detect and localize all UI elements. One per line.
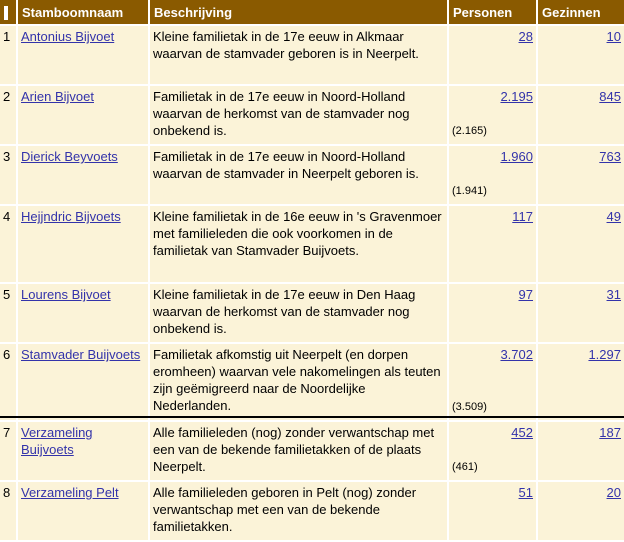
table-header-row <box>0 0 624 24</box>
families-cell <box>538 146 624 204</box>
tree-name-cell <box>18 26 148 84</box>
persons-count-link[interactable]: 452 <box>511 425 533 440</box>
families-count-link[interactable]: 1.297 <box>588 347 621 362</box>
families-count-link[interactable]: 187 <box>599 425 621 440</box>
families-count-link[interactable]: 10 <box>606 29 621 44</box>
persons-count-link[interactable]: 2.195 <box>500 89 533 104</box>
tree-name-cell <box>18 86 148 144</box>
row-index: 8 <box>0 482 16 540</box>
table-row <box>0 422 624 480</box>
persons-subcount: (2.165) <box>452 125 487 137</box>
row-index: 6 <box>0 344 16 420</box>
persons-cell <box>449 344 536 420</box>
persons-cell <box>449 284 536 342</box>
table-row <box>0 86 624 144</box>
families-cell <box>538 26 624 84</box>
persons-count-link[interactable]: 1.960 <box>500 149 533 164</box>
tree-name-cell <box>18 206 148 282</box>
persons-cell <box>449 86 536 144</box>
table-divider <box>0 416 624 418</box>
tree-name-cell <box>18 482 148 540</box>
table-row <box>0 344 624 420</box>
row-index: 4 <box>0 206 16 282</box>
tree-name-cell <box>18 146 148 204</box>
tree-name-link[interactable]: Stamvader Buijvoets <box>21 347 141 362</box>
tree-name-link[interactable]: Verzameling Buijvoets <box>21 425 93 457</box>
families-cell <box>538 482 624 540</box>
tree-name-link[interactable]: Arien Bijvoet <box>21 89 94 104</box>
tree-description: Alle familieleden (nog) zonder verwantschap met een van de bekende familietakken of de plaats Neerpelt. <box>150 422 447 480</box>
families-count-link[interactable]: 31 <box>606 287 621 302</box>
row-index: 7 <box>0 422 16 480</box>
header-corner <box>0 0 16 24</box>
tree-description: Familietak afkomstig uit Neerpelt (en dorpen eromheen) waarvan vele nakomelingen als teuten zijn geëmigreerd naar de Noordelijke Nederlanden. <box>150 344 447 420</box>
header-description: Beschrijving <box>150 0 447 24</box>
corner-marker <box>4 6 8 20</box>
persons-count-link[interactable]: 51 <box>518 485 533 500</box>
tree-name-link[interactable]: Lourens Bijvoet <box>21 287 111 302</box>
persons-subcount: (1.941) <box>452 185 487 197</box>
families-cell <box>538 206 624 282</box>
tree-name-cell <box>18 284 148 342</box>
persons-cell <box>449 422 536 480</box>
tree-description: Kleine familietak in de 16e eeuw in 's Gravenmoer met familieleden die ook voorkomen in de familietak van Stamvader Buijvoets. <box>150 206 447 282</box>
tree-description: Kleine familietak in de 17e eeuw in Alkmaar waarvan de stamvader geboren is in Neerpelt. <box>150 26 447 84</box>
families-count-link[interactable]: 49 <box>606 209 621 224</box>
tree-name-link[interactable]: Dierick Beyvoets <box>21 149 118 164</box>
families-cell <box>538 422 624 480</box>
persons-count-link[interactable]: 3.702 <box>500 347 533 362</box>
tree-name-link[interactable]: Verzameling Pelt <box>21 485 119 500</box>
table-row <box>0 146 624 204</box>
families-count-link[interactable]: 20 <box>606 485 621 500</box>
tree-name-link[interactable]: Antonius Bijvoet <box>21 29 115 44</box>
header-families[interactable]: Gezinnen <box>538 0 624 24</box>
row-index: 5 <box>0 284 16 342</box>
persons-count-link[interactable]: 28 <box>518 29 533 44</box>
persons-subcount: (3.509) <box>452 401 487 413</box>
persons-subcount: (461) <box>452 461 478 473</box>
row-index: 2 <box>0 86 16 144</box>
header-persons[interactable]: Personen <box>449 0 536 24</box>
families-cell <box>538 284 624 342</box>
header-name[interactable]: Stamboomnaam <box>18 0 148 24</box>
row-index: 1 <box>0 26 16 84</box>
families-count-link[interactable]: 845 <box>599 89 621 104</box>
table-row <box>0 206 624 282</box>
table-row <box>0 26 624 84</box>
row-index: 3 <box>0 146 16 204</box>
tree-description: Familietak in de 17e eeuw in Noord-Holland waarvan de stamvader in Neerpelt geboren is. <box>150 146 447 204</box>
persons-count-link[interactable]: 117 <box>512 209 533 224</box>
families-cell <box>538 86 624 144</box>
table-row <box>0 482 624 540</box>
persons-count-link[interactable]: 97 <box>518 287 533 302</box>
families-count-link[interactable]: 763 <box>599 149 621 164</box>
tree-name-cell <box>18 422 148 480</box>
tree-description: Familietak in de 17e eeuw in Noord-Holland waarvan de herkomst van de stamvader nog onbekend is. <box>150 86 447 144</box>
tree-description: Alle familieleden geboren in Pelt (nog) zonder verwantschap met een van de bekende familietakken. <box>150 482 447 540</box>
table-row <box>0 284 624 342</box>
persons-cell <box>449 206 536 282</box>
tree-name-cell <box>18 344 148 420</box>
tree-name-link[interactable]: Hejjndric Bijvoets <box>21 209 121 224</box>
families-cell <box>538 344 624 420</box>
persons-cell <box>449 26 536 84</box>
persons-cell <box>449 482 536 540</box>
tree-description: Kleine familietak in de 17e eeuw in Den Haag waarvan de herkomst van de stamvader nog onbekend is. <box>150 284 447 342</box>
persons-cell <box>449 146 536 204</box>
